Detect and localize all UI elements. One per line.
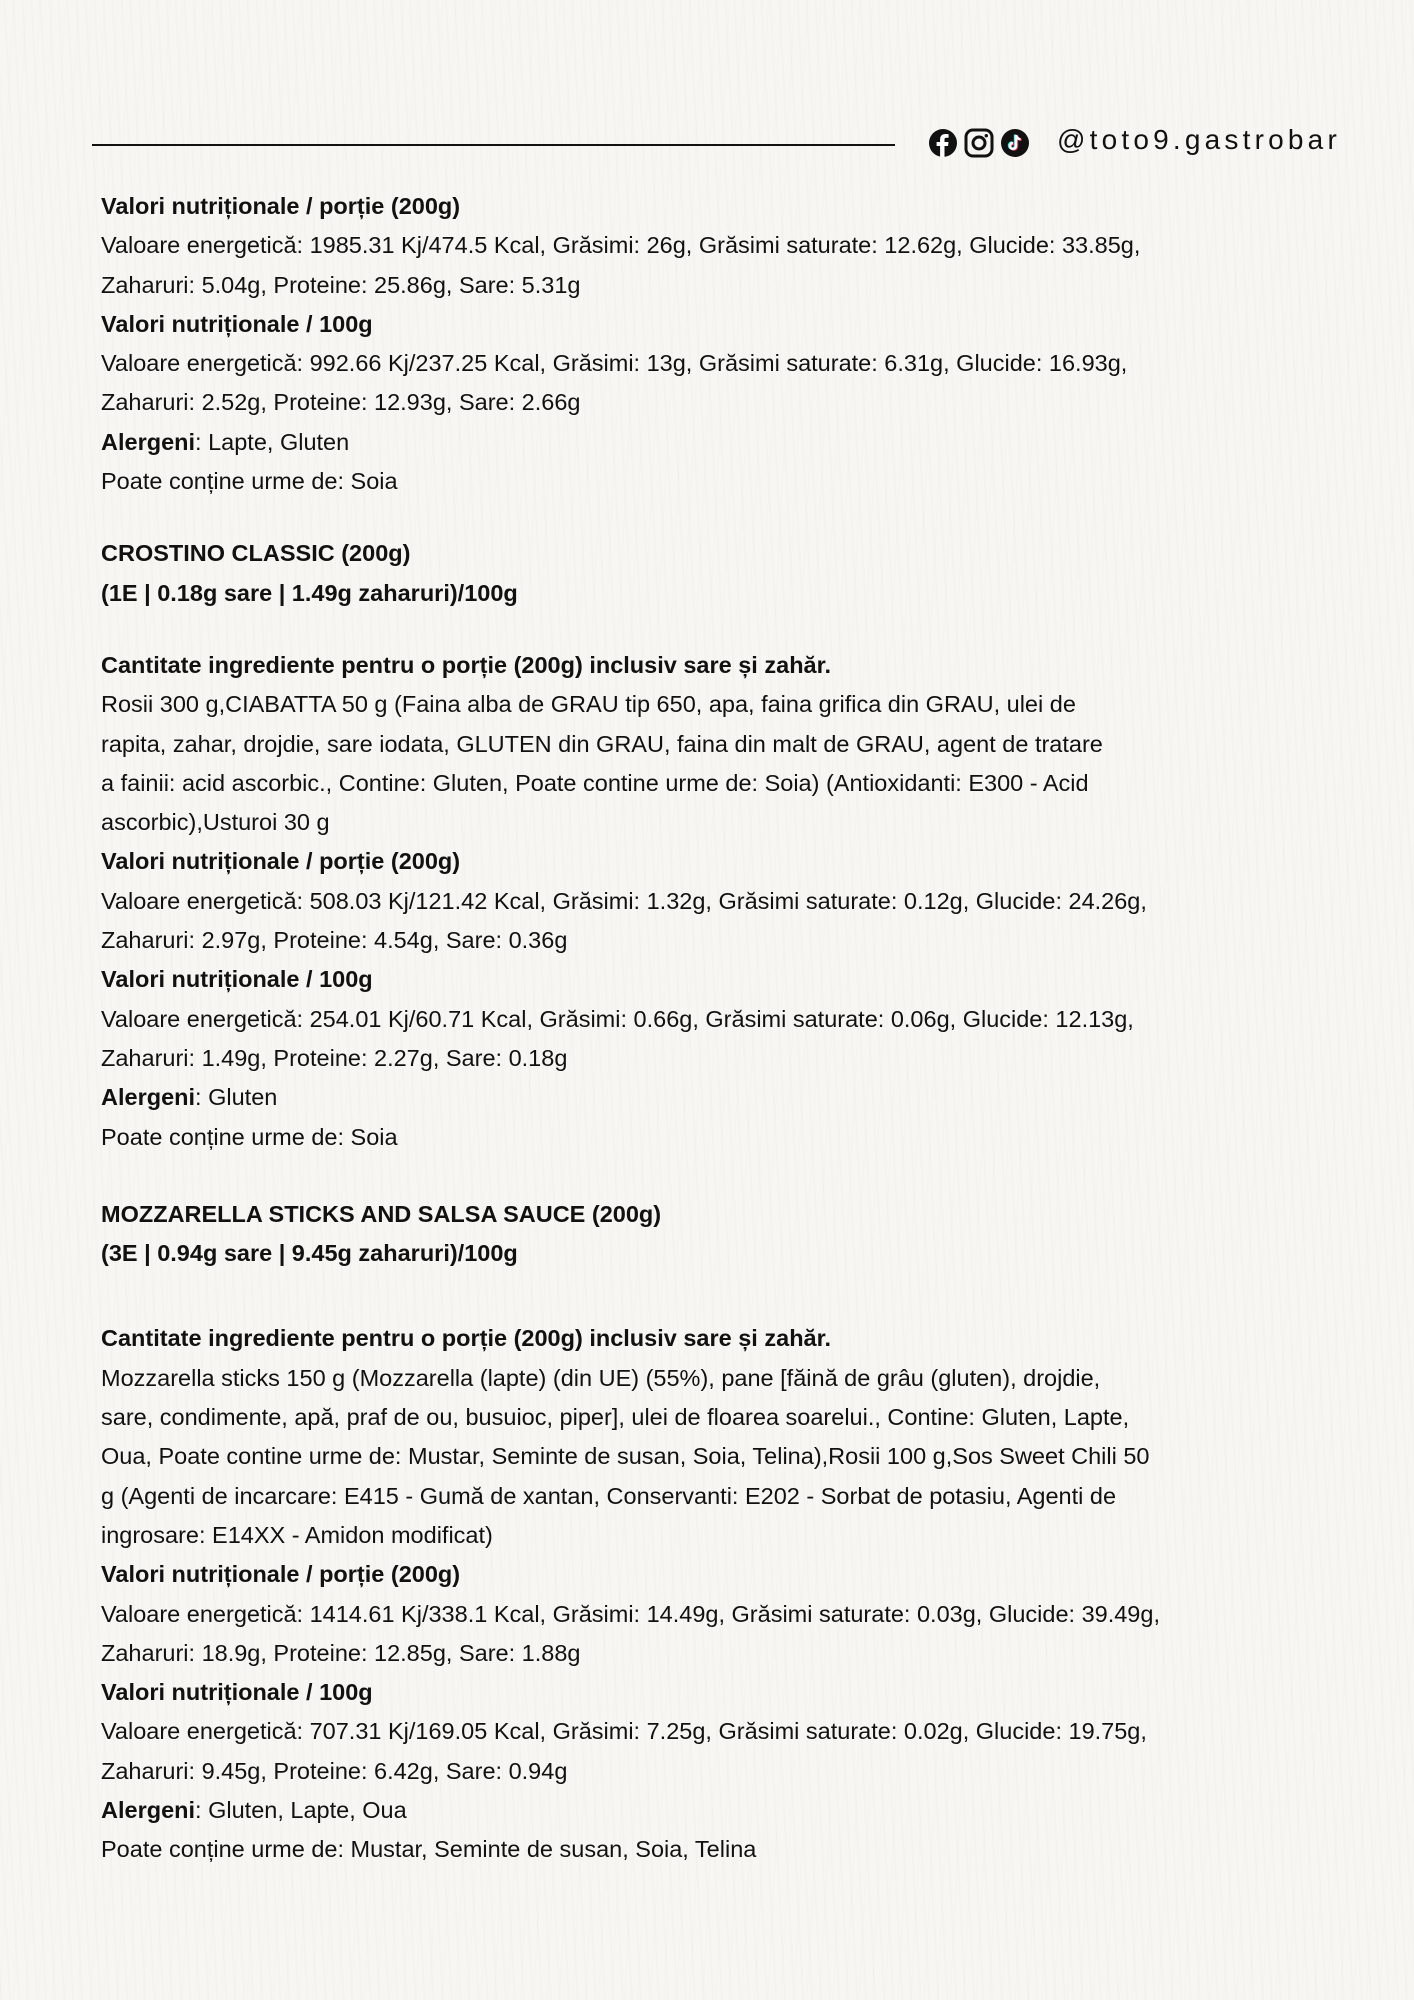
allergens-value: : Lapte, Gluten <box>195 428 350 455</box>
product-subtitle: (3E | 0.94g sare | 9.45g zaharuri)/100g <box>101 1240 518 1267</box>
nutrition-100g-line: Zaharuri: 9.45g, Proteine: 6.42g, Sare: 0.94g <box>101 1757 568 1784</box>
nutrition-portion-title: Valori nutriționale / porție (200g) <box>101 848 461 875</box>
product-crostino-classic <box>101 534 1401 1156</box>
ingredients-line: rapita, zahar, drojdie, sare iodata, GLUTEN din GRAU, faina din malt de GRAU, agent de tratare <box>101 730 1103 757</box>
product-title: CROSTINO CLASSIC (200g) <box>101 540 411 567</box>
allergens-value: : Gluten <box>195 1084 278 1111</box>
facebook-icon[interactable] <box>928 128 958 158</box>
nutrition-100g-line: Zaharuri: 1.49g, Proteine: 2.27g, Sare: 0.18g <box>101 1044 568 1071</box>
allergens-label: Alergeni <box>101 1796 196 1823</box>
nutrition-portion-line: Valoare energetică: 508.03 Kj/121.42 Kcal, Grăsimi: 1.32g, Grăsimi saturate: 0.12g, Glucide: 24.26g, <box>101 887 1147 914</box>
nutrition-100g-line: Valoare energetică: 707.31 Kj/169.05 Kcal, Grăsimi: 7.25g, Grăsimi saturate: 0.02g, Glucide: 19.75g, <box>101 1718 1147 1745</box>
menu-content <box>101 187 1401 1870</box>
instagram-icon[interactable] <box>964 128 994 158</box>
nutrition-100g-title: Valori nutriționale / 100g <box>101 1679 373 1706</box>
allergens-label: Alergeni <box>101 1084 196 1111</box>
ingredients-line: g (Agenti de incarcare: E415 - Gumă de xantan, Conservanti: E202 - Sorbat de potasiu, Agenti de <box>101 1482 1117 1509</box>
ingredients-line: ingrosare: E14XX - Amidon modificat) <box>101 1521 493 1548</box>
nutrition-100g-title: Valori nutriționale / 100g <box>101 310 373 337</box>
traces: Poate conține urme de: Soia <box>101 468 398 495</box>
ingredients-title: Cantitate ingrediente pentru o porție (200g) inclusiv sare și zahăr. <box>101 1325 831 1352</box>
nutrition-portion-line: Zaharuri: 2.97g, Proteine: 4.54g, Sare: 0.36g <box>101 927 568 954</box>
nutrition-portion-line: Valoare energetică: 1414.61 Kj/338.1 Kcal, Grăsimi: 14.49g, Grăsimi saturate: 0.03g, Glucide: 39.49g, <box>101 1600 1160 1627</box>
ingredients-line: Rosii 300 g,CIABATTA 50 g (Faina alba de GRAU tip 650, apa, faina grifica din GRAU, ulei de <box>101 691 1076 718</box>
nutrition-100g-line: Valoare energetică: 254.01 Kj/60.71 Kcal, Grăsimi: 0.66g, Grăsimi saturate: 0.06g, Glucide: 12.13g, <box>101 1005 1134 1032</box>
header-divider <box>92 144 895 146</box>
ingredients-line: sare, condimente, apă, praf de ou, busuioc, piper], ulei de floarea soarelui., Contine: Gluten, Lapte, <box>101 1404 1130 1431</box>
social-handle[interactable]: @toto9.gastrobar <box>1057 124 1341 155</box>
nutrition-100g-line: Zaharuri: 2.52g, Proteine: 12.93g, Sare: 2.66g <box>101 389 581 416</box>
product-subtitle: (1E | 0.18g sare | 1.49g zaharuri)/100g <box>101 579 518 606</box>
nutrition-portion-line: Valoare energetică: 1985.31 Kj/474.5 Kcal, Grăsimi: 26g, Grăsimi saturate: 12.62g, Glucide: 33.85g, <box>101 232 1141 259</box>
nutrition-100g-line: Valoare energetică: 992.66 Kj/237.25 Kcal, Grăsimi: 13g, Grăsimi saturate: 6.31g, Glucide: 16.93g, <box>101 350 1128 377</box>
ingredients-title: Cantitate ingrediente pentru o porție (200g) inclusiv sare și zahăr. <box>101 651 831 678</box>
nutrition-portion-title: Valori nutriționale / porție (200g) <box>101 1561 461 1588</box>
social-icons <box>928 128 1030 158</box>
traces: Poate conține urme de: Mustar, Seminte de susan, Soia, Telina <box>101 1836 757 1863</box>
nutrition-portion-line: Zaharuri: 18.9g, Proteine: 12.85g, Sare: 1.88g <box>101 1639 581 1666</box>
allergens <box>101 423 1401 462</box>
product-title: MOZZARELLA STICKS AND SALSA SAUCE (200g) <box>101 1200 662 1227</box>
ingredients-line: ascorbic),Usturoi 30 g <box>101 809 330 836</box>
allergens <box>101 1078 1401 1117</box>
nutrition-100g-title: Valori nutriționale / 100g <box>101 966 373 993</box>
allergens-label: Alergeni <box>101 428 196 455</box>
tiktok-icon[interactable] <box>1000 128 1030 158</box>
nutrition-portion-line: Zaharuri: 5.04g, Proteine: 25.86g, Sare: 5.31g <box>101 271 581 298</box>
ingredients-line: Mozzarella sticks 150 g (Mozzarella (lapte) (din UE) (55%), pane [făină de grâu (gluten), drojdie, <box>101 1364 1101 1391</box>
allergens <box>101 1791 1401 1830</box>
nutrition-portion-title: Valori nutriționale / porție (200g) <box>101 193 461 219</box>
allergens-value: : Gluten, Lapte, Oua <box>195 1796 407 1823</box>
product-mozzarella-sticks <box>101 1195 1401 1870</box>
ingredients-line: a fainii: acid ascorbic., Contine: Gluten, Poate contine urme de: Soia) (Antioxidanti: E300 - Acid <box>101 769 1089 796</box>
intro-nutrition <box>101 187 1401 501</box>
ingredients-line: Oua, Poate contine urme de: Mustar, Seminte de susan, Soia, Telina),Rosii 100 g,Sos Sweet Chili 50 <box>101 1443 1150 1470</box>
traces: Poate conține urme de: Soia <box>101 1123 398 1150</box>
